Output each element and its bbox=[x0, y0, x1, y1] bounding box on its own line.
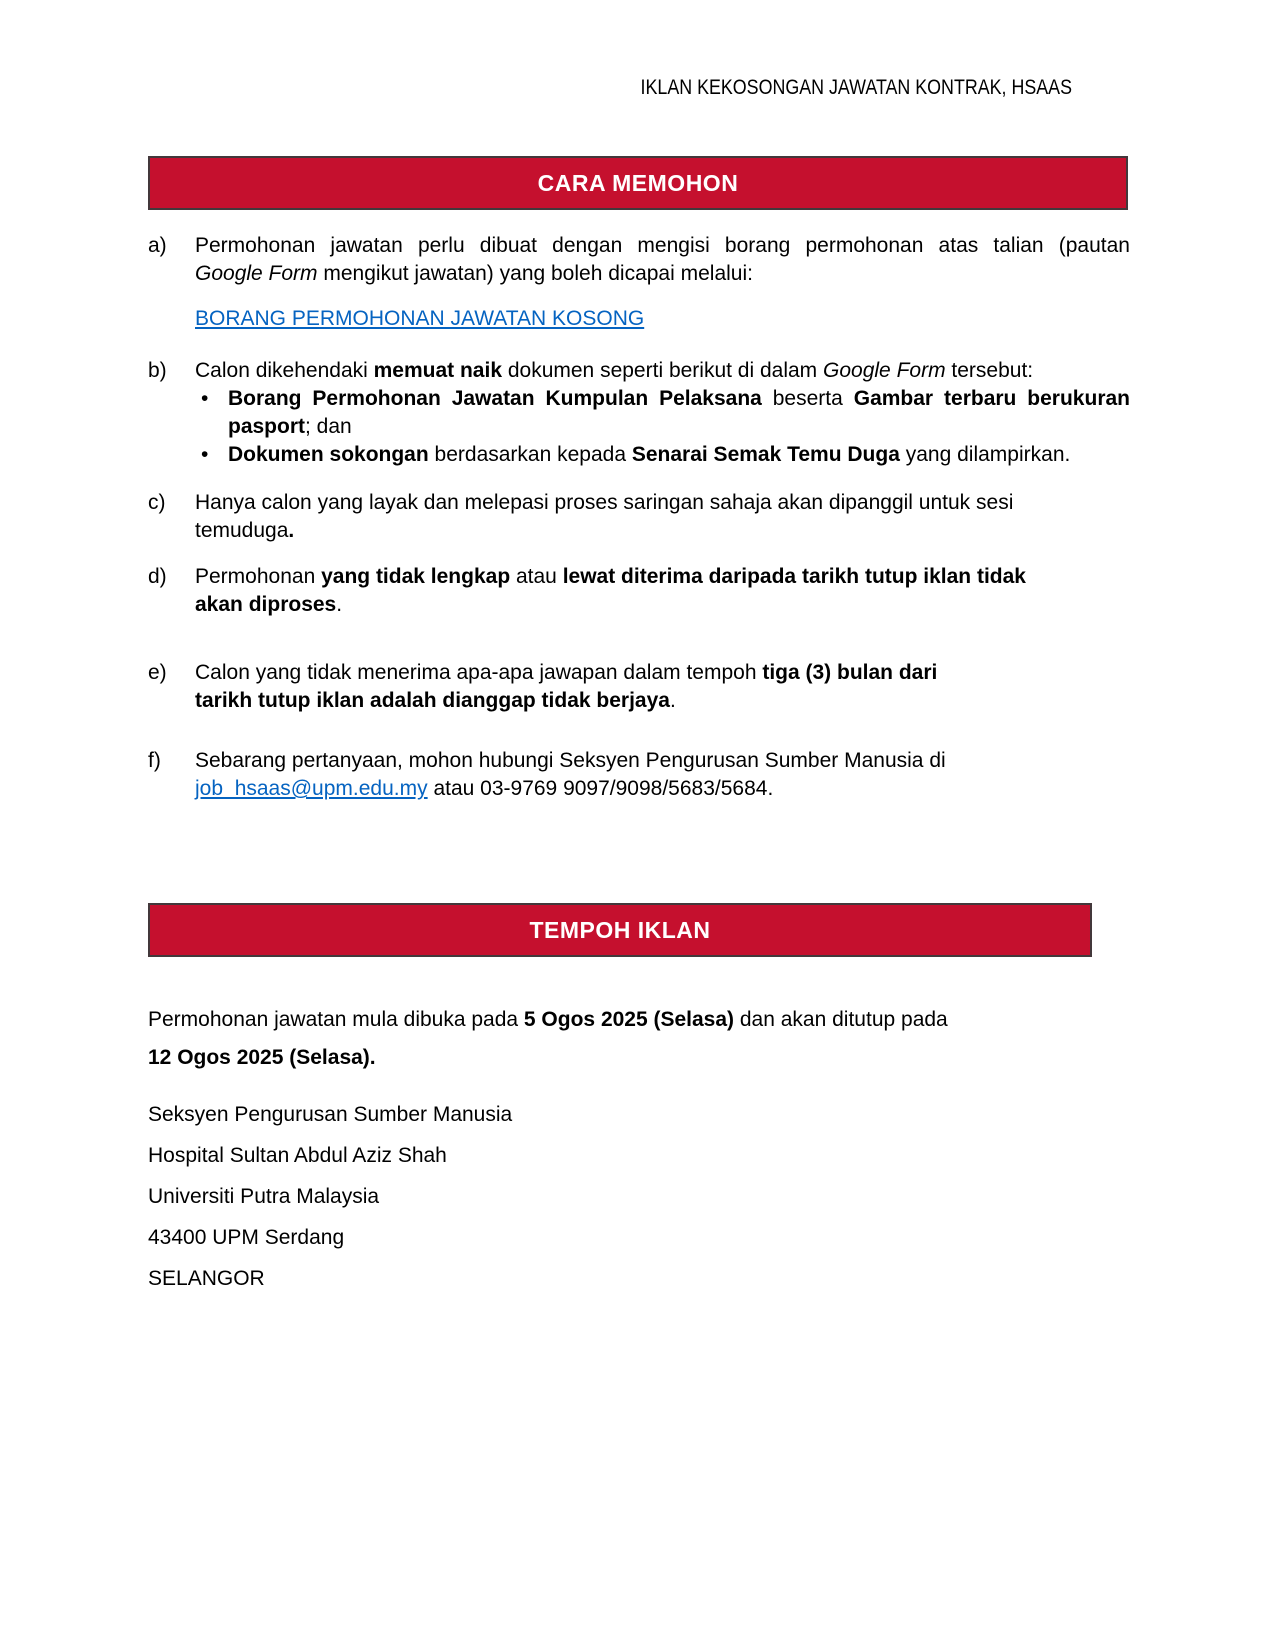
item-letter: b) bbox=[148, 359, 167, 382]
text-run: yang tidak lengkap bbox=[321, 565, 511, 588]
list-item-a bbox=[148, 232, 1130, 288]
item-b-bullet-list bbox=[195, 385, 1130, 469]
address-block bbox=[148, 1101, 1130, 1293]
item-b-text bbox=[195, 359, 1033, 382]
lettered-list bbox=[148, 232, 1130, 803]
section-bar-tempoh-iklan bbox=[148, 903, 1092, 957]
address-line-section: Seksyen Pengurusan Sumber Manusia bbox=[148, 1103, 513, 1126]
item-a-line1 bbox=[195, 232, 1130, 260]
text-run: lewat diterima daripada tarikh tutup iklan tidak bbox=[562, 565, 1026, 588]
borang-link-row bbox=[148, 305, 1130, 333]
text-run: beserta bbox=[761, 387, 854, 410]
text-run: . bbox=[288, 519, 295, 542]
text-run: tarikh tutup iklan adalah dianggap tidak berjaya bbox=[195, 689, 670, 712]
tempoh-paragraph bbox=[148, 1001, 1145, 1077]
borang-permohonan-link[interactable]: BORANG PERMOHONAN JAWATAN KOSONG bbox=[195, 307, 645, 330]
bullet-1-line1 bbox=[228, 385, 1130, 413]
text-run: tiga (3) bulan dari bbox=[762, 661, 938, 684]
text-run: pasport bbox=[228, 415, 306, 438]
text-run: ; dan bbox=[305, 415, 352, 438]
list-item-b bbox=[148, 357, 1130, 469]
text-run: Permohonan bbox=[195, 565, 322, 588]
text-run: Permohonan jawatan perlu dibuat dengan mengisi borang permohonan atas talian (pautan bbox=[195, 234, 1130, 257]
text-run: Senarai Semak Temu Duga bbox=[631, 443, 900, 466]
text-run: Calon yang tidak menerima apa-apa jawapan dalam tempoh bbox=[195, 661, 763, 684]
address-line-hospital: Hospital Sultan Abdul Aziz Shah bbox=[148, 1144, 447, 1167]
text-run: Sebarang pertanyaan, mohon hubungi Seksyen Pengurusan Sumber Manusia di bbox=[195, 749, 946, 772]
list-item-c bbox=[148, 489, 1130, 545]
item-c-text bbox=[195, 491, 1013, 542]
text-run: 5 Ogos 2025 (Selasa) bbox=[523, 1008, 735, 1031]
text-run: atau bbox=[510, 565, 563, 588]
text-run: Permohonan jawatan mula dibuka pada bbox=[148, 1008, 524, 1031]
text-run: . bbox=[669, 689, 676, 712]
section-title: CARA MEMOHON bbox=[537, 170, 739, 196]
list-item-f bbox=[148, 747, 1130, 803]
address-line-state: SELANGOR bbox=[148, 1267, 265, 1290]
item-letter: a) bbox=[148, 234, 167, 257]
section-bar-cara-memohon bbox=[148, 156, 1128, 210]
text-run: mengikut jawatan) yang boleh dicapai melalui: bbox=[317, 262, 753, 285]
item-letter: f) bbox=[148, 749, 161, 772]
item-letter: e) bbox=[148, 661, 167, 684]
text-run: Dokumen sokongan bbox=[228, 443, 429, 466]
text-run: temuduga bbox=[195, 519, 289, 542]
list-item-e bbox=[148, 659, 1130, 715]
text-run: berdasarkan kepada bbox=[428, 443, 632, 466]
text-run: akan diproses bbox=[195, 593, 337, 616]
text-run: Google Form bbox=[195, 262, 318, 285]
item-letter: d) bbox=[148, 565, 167, 588]
text-run: tersebut: bbox=[945, 359, 1034, 382]
item-e-text bbox=[195, 661, 937, 712]
text-run: dan akan ditutup pada bbox=[734, 1008, 948, 1031]
list-item-d bbox=[148, 563, 1130, 619]
text-run: atau 03-9769 9097/9098/5683/5684. bbox=[427, 777, 774, 800]
text-run: Hanya calon yang layak dan melepasi proses saringan sahaja akan dipanggil untuk sesi bbox=[195, 491, 1014, 514]
text-run: yang dilampirkan. bbox=[899, 443, 1071, 466]
item-f-text bbox=[195, 749, 946, 800]
bullet-1-rest bbox=[228, 415, 352, 438]
address-line-postcode: 43400 UPM Serdang bbox=[148, 1226, 345, 1249]
text-run: Borang Permohonan Jawatan Kumpulan Pelaksana bbox=[228, 387, 762, 410]
text-run: Google Form bbox=[823, 359, 946, 382]
item-a-rest bbox=[195, 262, 753, 285]
item-letter: c) bbox=[148, 491, 166, 514]
text-run: dokumen seperti berikut di dalam bbox=[502, 359, 824, 382]
text-run: Calon dikehendaki bbox=[195, 359, 374, 382]
email-link[interactable]: job_hsaas@upm.edu.my bbox=[195, 777, 428, 800]
bullet-item-2 bbox=[195, 441, 1130, 469]
text-run: 12 Ogos 2025 (Selasa). bbox=[148, 1046, 376, 1069]
section-title: TEMPOH IKLAN bbox=[529, 917, 711, 943]
text-run: . bbox=[336, 593, 343, 616]
item-d-text bbox=[195, 565, 1026, 616]
address-line-university: Universiti Putra Malaysia bbox=[148, 1185, 380, 1208]
text-run: memuat naik bbox=[373, 359, 503, 382]
document-header-title: IKLAN KEKOSONGAN JAWATAN KONTRAK, HSAAS bbox=[640, 76, 1072, 99]
bullet-item-1 bbox=[195, 385, 1130, 441]
text-run: Gambar terbaru berukuran bbox=[853, 387, 1130, 410]
bullet-2-text bbox=[228, 443, 1070, 466]
